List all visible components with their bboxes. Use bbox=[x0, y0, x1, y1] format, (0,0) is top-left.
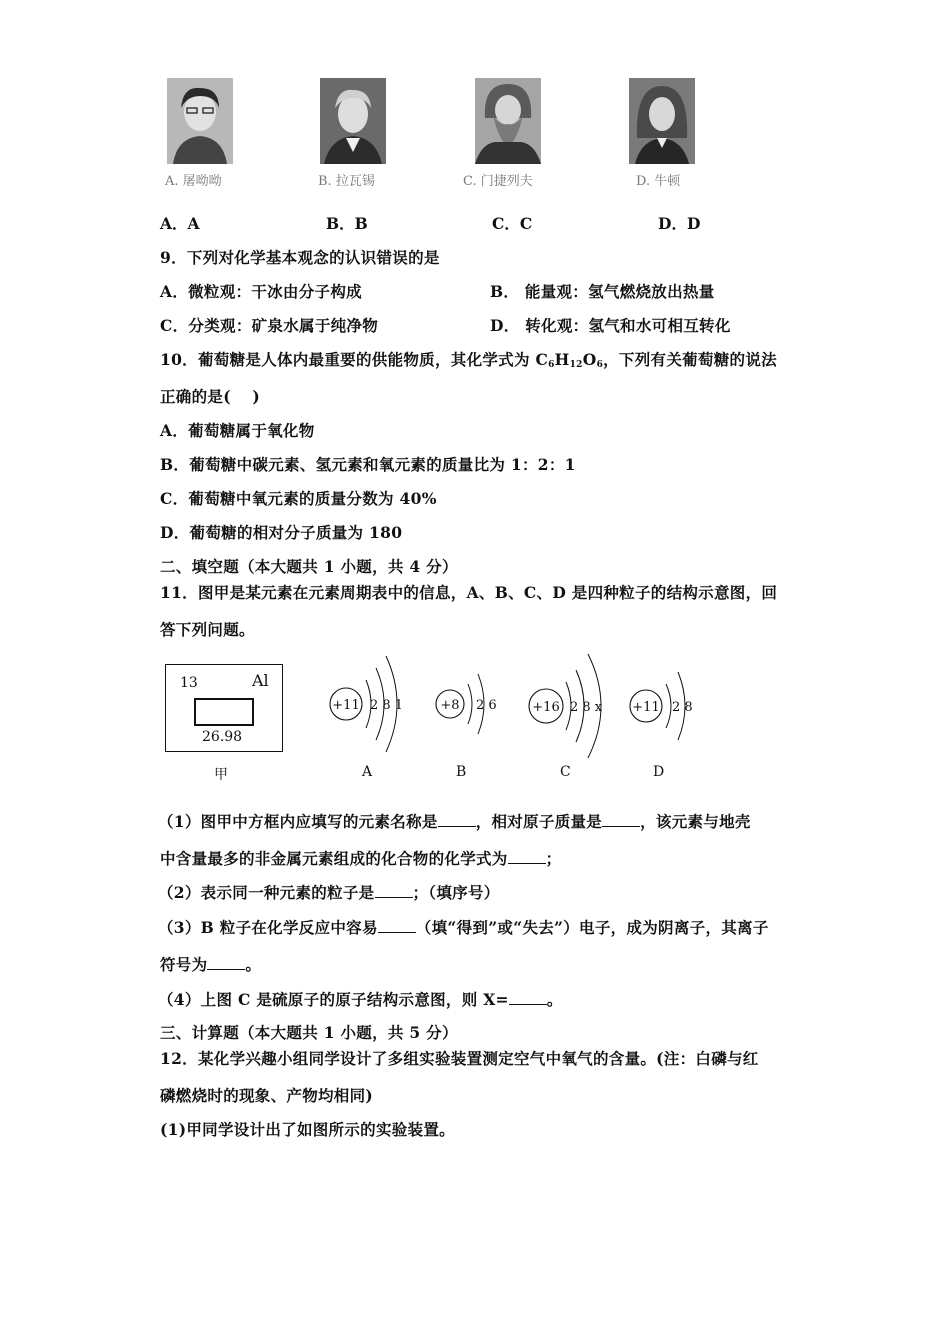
answer-blank[interactable] bbox=[602, 811, 640, 828]
section-3-heading: 三、计算题（本大题共 1 小题，共 5 分） bbox=[160, 1023, 458, 1042]
atom-c-shells: 2 8 x bbox=[570, 700, 603, 715]
element-number: 13 bbox=[180, 675, 198, 691]
element-symbol: Al bbox=[252, 671, 269, 690]
section-2-heading: 二、填空题（本大题共 1 小题，共 4 分） bbox=[160, 557, 458, 576]
q11-part3-line2: 符号为 。 bbox=[160, 955, 262, 974]
q11-part4: （4）上图 C 是硫原子的原子结构示意图，则 X= 。 bbox=[158, 990, 563, 1009]
q11-part2: （2）表示同一种元素的粒子是 ；（填序号） bbox=[158, 883, 500, 902]
element-card bbox=[165, 664, 283, 752]
q8-option-a: A．A bbox=[160, 214, 200, 233]
label-c: C bbox=[560, 764, 571, 780]
element-mass: 26.98 bbox=[202, 729, 243, 745]
atom-c bbox=[529, 654, 603, 758]
caption-a: A. 屠呦呦 bbox=[165, 174, 222, 189]
q11-part1-line2: 中含量最多的非金属元素组成的化合物的化学式为 ； bbox=[160, 849, 562, 868]
answer-blank[interactable] bbox=[438, 811, 476, 828]
q12-stem: 12．某化学兴趣小组同学设计了多组实验装置测定空气中氧气的含量。(注：白磷与红 bbox=[160, 1049, 759, 1068]
q9-option-b: B． 能量观：氢气燃烧放出热量 bbox=[490, 282, 715, 301]
q8-option-b: B．B bbox=[326, 214, 368, 233]
q12-part1: (1)甲同学设计出了如图所示的实验装置。 bbox=[160, 1120, 455, 1139]
answer-blank[interactable] bbox=[207, 954, 245, 971]
q11-part3: （3）B 粒子在化学反应中容易 （填“得到”或“失去”）电子，成为阴离子，其离子 bbox=[158, 918, 769, 937]
atom-b-shells: 2 6 bbox=[476, 698, 497, 713]
answer-blank[interactable] bbox=[508, 848, 546, 865]
atom-b bbox=[436, 674, 497, 734]
atom-d-nucleus: +11 bbox=[632, 700, 660, 715]
element-name-blank-box bbox=[194, 698, 254, 726]
atom-d bbox=[630, 672, 693, 740]
atom-a-nucleus: +11 bbox=[332, 698, 360, 713]
portrait-tu-youyou bbox=[167, 78, 233, 164]
q10-option-c: C．葡萄糖中氧元素的质量分数为 40% bbox=[160, 489, 437, 508]
caption-d: D. 牛顿 bbox=[636, 174, 681, 189]
label-b: B bbox=[456, 764, 467, 780]
q9-option-a: A．微粒观：干冰由分子构成 bbox=[160, 282, 362, 301]
q10-stem-line2: 正确的是( ) bbox=[160, 387, 260, 406]
atom-d-shells: 2 8 bbox=[672, 700, 693, 715]
caption-c: C. 门捷列夫 bbox=[463, 174, 533, 189]
q10-option-b: B．葡萄糖中碳元素、氢元素和氧元素的质量比为 1：2：1 bbox=[160, 455, 576, 474]
caption-b: B. 拉瓦锡 bbox=[318, 174, 375, 189]
q9-stem: 9．下列对化学基本观念的认识错误的是 bbox=[160, 248, 440, 267]
q10-option-a: A．葡萄糖属于氧化物 bbox=[160, 421, 315, 440]
portrait-newton bbox=[629, 78, 695, 164]
answer-blank[interactable] bbox=[509, 989, 547, 1006]
q8-option-d: D．D bbox=[658, 214, 701, 233]
q10-option-d: D．葡萄糖的相对分子质量为 180 bbox=[160, 523, 403, 542]
q12-stem-line2: 磷燃烧时的现象、产物均相同) bbox=[160, 1086, 374, 1105]
atom-c-nucleus: +16 bbox=[532, 700, 560, 715]
label-d: D bbox=[653, 764, 665, 780]
q9-option-d: D． 转化观：氢气和水可相互转化 bbox=[490, 316, 731, 335]
answer-blank[interactable] bbox=[375, 882, 413, 899]
q9-option-c: C．分类观：矿泉水属于纯净物 bbox=[160, 316, 379, 335]
label-a: A bbox=[362, 764, 373, 780]
atom-a bbox=[330, 656, 403, 752]
atom-a-shells: 2 8 1 bbox=[370, 698, 404, 713]
q10-stem: 10．葡萄糖是人体内最重要的供能物质，其化学式为 $C_6H_{12}O_6$，下列有关葡萄糖的说法 bbox=[160, 350, 777, 370]
portrait-lavoisier bbox=[320, 78, 386, 164]
label-jia: 甲 bbox=[214, 767, 228, 783]
answer-blank[interactable] bbox=[378, 917, 416, 934]
q11-part1: （1）图甲中方框内应填写的元素名称是 ，相对原子质量是 ，该元素与地壳 bbox=[158, 812, 751, 831]
portrait-mendeleev bbox=[475, 78, 541, 164]
q8-option-c: C．C bbox=[492, 214, 533, 233]
atom-b-nucleus: +8 bbox=[440, 698, 460, 713]
atom-diagrams bbox=[300, 640, 720, 760]
q11-stem-line2: 答下列问题。 bbox=[160, 620, 255, 639]
q11-stem: 11．图甲是某元素在元素周期表中的信息，A、B、C、D 是四种粒子的结构示意图，回 bbox=[160, 583, 778, 602]
